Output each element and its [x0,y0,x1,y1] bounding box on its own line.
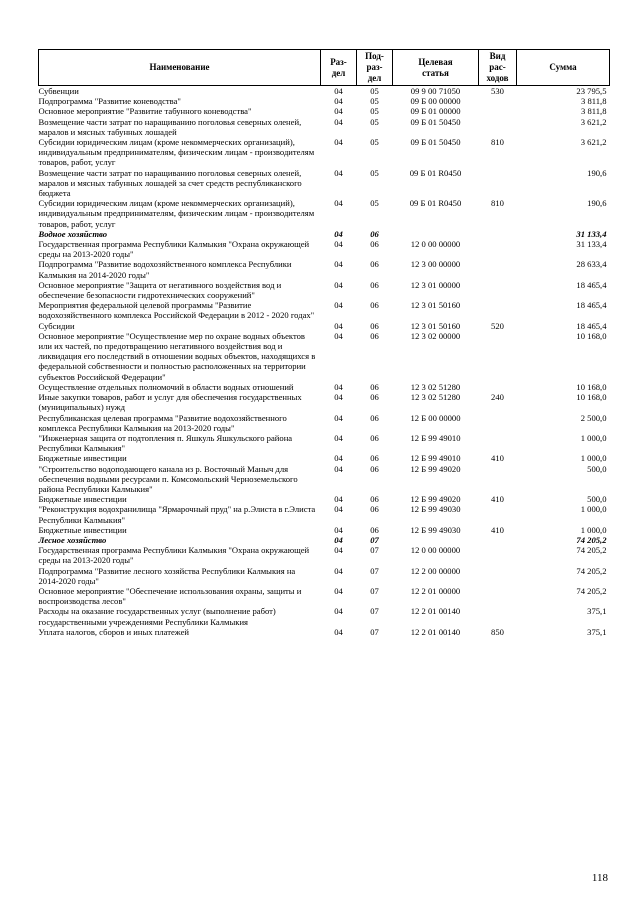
header-name: Наименование [39,50,321,86]
cell-subsection: 06 [370,320,379,331]
cell-section: 04 [334,453,343,464]
cell-section: 04 [334,106,343,117]
cell-target-article: 12 2 00 00000 [410,565,461,576]
cell-subsection: 06 [370,381,379,392]
table-row [39,382,610,392]
table-row [39,331,610,382]
table-row [39,464,610,495]
cell-sum: 3 811,8 [581,96,607,107]
cell-sum: 74 205,2 [576,534,607,545]
cell-subsection: 06 [370,239,379,250]
cell-subsection: 05 [370,106,379,117]
cell-name: Расходы на оказание государственных услуг (выполнение работ) государственными учреждениями Республики Калмыкия [38,606,276,627]
cell-sum: 18 465,4 [576,320,607,331]
table-row [39,627,610,637]
cell-section: 04 [334,300,343,311]
cell-sum: 28 633,4 [576,259,607,270]
cell-section: 04 [334,565,343,576]
table-row [39,545,610,565]
cell-section: 04 [334,239,343,250]
cell-name: "Инженерная защита от подтопления п. Яшкуль Яшкульского района Республики Калмыкия" [38,432,293,454]
cell-subsection: 06 [370,463,379,474]
cell-subsection: 06 [370,432,379,443]
cell-subsection: 06 [370,412,379,423]
table-row [39,106,610,116]
cell-target-article: 09 Б 01 50450 [410,137,461,148]
cell-sum: 3 621,2 [580,116,607,127]
cell-subsection: 05 [370,137,379,148]
cell-section: 04 [334,463,343,474]
table-row [39,413,610,433]
cell-subsection: 05 [370,198,379,209]
table-row [39,433,610,453]
cell-target-article: 12 0 00 00000 [410,545,461,556]
cell-section: 04 [334,381,343,392]
cell-target-article: 12 3 02 51280 [410,381,461,392]
cell-sum: 1 000,0 [580,453,607,464]
table-row [39,586,610,606]
cell-subsection: 06 [370,504,379,515]
table-row [39,239,610,259]
cell-target-article [393,535,479,545]
cell-expense-type [479,382,517,392]
table-header [39,50,610,86]
cell-target-article: 12 3 01 50160 [410,320,461,331]
cell-target-article: 09 9 00 71050 [410,86,461,96]
cell-target-article: 12 0 00 00000 [410,239,461,250]
cell-sum: 500,0 [587,494,607,505]
table-row [39,168,610,199]
cell-target-article: 12 3 02 00000 [410,330,461,341]
cell-section: 04 [334,585,343,596]
cell-name: "Реконструкция водохранилища "Ярмарочный пруд" на р.Элиста в г.Элиста Республики Калмыкия" [38,504,316,525]
cell-sum: 31 133,4 [576,239,607,250]
cell-sum: 1 000,0 [580,524,607,535]
table-row [39,392,610,412]
cell-name: Подпрограмма "Развитие водохозяйственного комплекса Республики Калмыкия на 2014-2020 годы" [38,259,292,280]
cell-subsection: 06 [370,494,379,505]
cell-target-article: 09 Б 01 00000 [410,106,461,117]
cell-target-article: 09 Б 01 R0450 [409,167,462,178]
cell-expense-type [479,117,517,137]
cell-subsection: 07 [370,545,379,556]
cell-expense-type: 240 [491,392,504,403]
cell-name: Республиканская целевая программа "Развитие водохозяйственного комплекса Республики Калмыкия на 2013-2020 годы" [38,412,287,433]
cell-section: 04 [334,534,343,545]
table-row [39,137,610,168]
cell-section: 04 [334,86,343,96]
cell-expense-type [479,504,517,524]
cell-target-article: 12 Б 99 49010 [410,432,461,443]
cell-expense-type [479,331,517,382]
cell-name: Осуществление отдельных полномочий в области водных отношений [38,381,294,392]
cell-sum: 74 205,2 [576,565,607,576]
cell-target-article: 09 Б 00 00000 [410,96,461,107]
cell-section: 04 [334,494,343,505]
cell-name: Лесное хозяйство [38,534,107,545]
cell-section: 04 [334,392,343,403]
cell-section: 04 [334,167,343,178]
table-row [39,300,610,320]
cell-name: Уплата налогов, сборов и иных платежей [38,626,190,637]
cell-name: Субвенции [38,86,79,96]
cell-subsection: 06 [370,279,379,290]
cell-section: 04 [334,279,343,290]
cell-name: Основное мероприятие "Развитие табунного коневодства" [38,106,252,117]
cell-section: 04 [334,524,343,535]
cell-subsection: 06 [370,453,379,464]
cell-name: Мероприятия федеральной целевой программы "Развитие водохозяйственного комплекса Российской Федерации в 2012 - 2020 годах" [38,300,315,321]
cell-name: Государственная программа Республики Калмыкия "Охрана окружающей среды на 2013-2020 годы" [38,239,310,260]
cell-name: Иные закупки товаров, работ и услуг для обеспечения государственных (муниципальных) нужд [38,392,302,413]
cell-subsection: 07 [370,534,379,545]
cell-expense-type: 410 [491,524,504,535]
cell-subsection: 06 [370,259,379,270]
table-row [39,525,610,535]
header-target-article: Целевая статья [393,50,479,86]
cell-target-article: 12 Б 99 49020 [410,463,461,474]
cell-section: 04 [334,320,343,331]
cell-sum: 3 621,2 [580,137,607,148]
cell-expense-type: 810 [491,137,504,148]
cell-name: Подпрограмма "Развитие лесного хозяйства Республики Калмыкия на 2014-2020 годы" [38,565,296,586]
cell-expense-type: 520 [491,320,504,331]
cell-name: Субсидии юридическим лицам (кроме некоммерческих организаций), индивидуальным предпринимателям, физическим лицам - производителям товаров, работ, услуг [38,198,315,229]
cell-expense-type [479,606,517,626]
cell-expense-type [479,259,517,279]
table-row [39,504,610,524]
cell-expense-type [479,566,517,586]
cell-subsection: 07 [370,626,379,637]
cell-target-article: 09 Б 01 R0450 [409,198,462,209]
cell-sum: 190,6 [587,167,607,178]
cell-subsection: 05 [370,167,379,178]
cell-expense-type [479,168,517,199]
cell-target-article: 12 2 01 00000 [410,585,461,596]
table-row [39,259,610,279]
cell-section: 04 [334,504,343,515]
cell-expense-type: 850 [491,626,504,637]
section-row [39,229,610,239]
table-row [39,606,610,626]
cell-expense-type [479,464,517,495]
cell-expense-type [479,106,517,116]
cell-subsection: 07 [370,565,379,576]
header-sum: Сумма [517,50,610,86]
cell-name: Бюджетные инвестиции [38,524,127,535]
cell-target-article: 12 Б 99 49010 [410,453,461,464]
cell-name: Возмещение части затрат по наращиванию поголовья северных оленей, маралов и мясных табунных лошадей [38,116,302,137]
cell-section: 04 [334,412,343,423]
cell-sum: 10 168,0 [576,330,607,341]
cell-sum: 375,1 [587,626,607,637]
page-number: 118 [591,872,608,884]
table-row [39,453,610,463]
cell-section: 04 [334,606,343,617]
cell-expense-type [479,413,517,433]
cell-name: Бюджетные инвестиции [38,453,127,464]
cell-sum: 10 168,0 [576,392,607,403]
cell-section: 04 [334,137,343,148]
cell-expense-type: 530 [491,86,504,96]
cell-target-article: 12 3 00 00000 [410,259,461,270]
cell-name: Основное мероприятие "Обеспечение использования охраны, защиты и воспроизводства лесов" [38,585,302,607]
cell-section: 04 [334,626,343,637]
cell-expense-type [479,229,517,239]
table-row [39,494,610,504]
cell-expense-type [479,545,517,565]
cell-sum: 74 205,2 [576,585,607,596]
header-expense-type: Вид рас- ходов [479,50,517,86]
cell-name: Субсидии [38,320,75,331]
cell-expense-type [479,535,517,545]
cell-section: 04 [334,330,343,341]
cell-subsection: 05 [370,86,379,96]
cell-section: 04 [334,259,343,270]
table-row [39,566,610,586]
cell-sum: 1 000,0 [580,504,607,515]
header-subsection: Под- раз- дел [357,50,393,86]
cell-sum: 74 205,2 [576,545,607,556]
cell-name: Основное мероприятие "Защита от негативного воздействия вод и обеспечение безопасности гидротехнических сооружений" [38,279,282,301]
cell-sum: 2 500,0 [580,412,607,423]
cell-sum: 18 465,4 [576,300,607,311]
table-row [39,280,610,300]
cell-expense-type [479,586,517,606]
cell-target-article: 12 3 02 51280 [410,392,461,403]
cell-subsection: 05 [370,116,379,127]
cell-sum: 10 168,0 [576,381,607,392]
cell-target-article: 12 3 01 50160 [410,300,461,311]
cell-subsection: 06 [370,330,379,341]
cell-target-article: 12 Б 00 00000 [410,412,461,423]
cell-name: Субсидии юридическим лицам (кроме некоммерческих организаций), индивидуальным предпринимателям, физическим лицам - производителям товаров, работ, услуг [38,137,315,168]
cell-section: 04 [334,116,343,127]
cell-sum: 375,1 [587,606,607,617]
cell-expense-type [479,239,517,259]
cell-name: Основное мероприятие "Осуществление мер по охране водных объектов или их частей, по предотвращению негативного воздействия вод и ликвидация его последствий в отношении водных объектов, находящихся в федеральной собственности и полностью расположенных на территории субъектов Российской Федерации" [38,330,316,382]
header-section: Раз- дел [321,50,357,86]
cell-target-article: 12 3 01 00000 [410,279,461,290]
cell-expense-type [479,300,517,320]
cell-sum: 3 811,8 [581,106,607,117]
cell-expense-type: 810 [491,198,504,209]
cell-subsection: 06 [370,228,379,239]
cell-expense-type [479,433,517,453]
cell-subsection: 05 [370,96,379,107]
budget-table [38,49,610,637]
cell-subsection: 06 [370,392,379,403]
cell-target-article [393,229,479,239]
cell-section: 04 [334,545,343,556]
cell-target-article: 12 Б 99 49030 [410,524,461,535]
cell-expense-type: 410 [491,494,504,505]
cell-expense-type [479,96,517,106]
cell-name: Бюджетные инвестиции [38,494,127,505]
cell-sum: 500,0 [587,463,607,474]
cell-target-article: 12 Б 99 49030 [410,504,461,515]
table-row [39,321,610,331]
cell-sum: 190,6 [587,198,607,209]
table-row [39,96,610,106]
cell-name: Подпрограмма "Развитие коневодства" [38,96,181,107]
cell-sum: 1 000,0 [580,432,607,443]
cell-subsection: 07 [370,585,379,596]
cell-expense-type: 410 [491,453,504,464]
cell-target-article: 12 Б 99 49020 [410,494,461,505]
cell-sum: 23 795,5 [576,86,607,96]
cell-name: Государственная программа Республики Калмыкия "Охрана окружающей среды на 2013-2020 годы" [38,545,310,566]
cell-expense-type [479,280,517,300]
cell-name: Возмещение части затрат по наращиванию поголовья северных оленей, маралов и мясных табунных лошадей за счет средств республиканского бюджета [38,167,302,199]
cell-name: Водное хозяйство [38,228,108,239]
cell-subsection: 06 [370,300,379,311]
cell-name: "Строительство водоподающего канала из р. Восточный Маныч для обеспечения водными ресурсами п. Комсомольский Черноземельского района Республики Калмыкия" [38,463,298,494]
table-row [39,198,610,229]
cell-section: 04 [334,96,343,107]
cell-subsection: 07 [370,606,379,617]
cell-target-article: 12 2 01 00140 [410,606,461,617]
table-body [39,86,610,637]
cell-sum: 31 133,4 [576,228,607,239]
cell-subsection: 06 [370,524,379,535]
section-row [39,535,610,545]
cell-target-article: 09 Б 01 50450 [410,116,461,127]
cell-sum: 18 465,4 [576,279,607,290]
cell-section: 04 [334,228,343,239]
cell-target-article: 12 2 01 00140 [410,626,461,637]
table-row [39,86,610,97]
cell-section: 04 [334,198,343,209]
table-row [39,117,610,137]
cell-section: 04 [334,432,343,443]
